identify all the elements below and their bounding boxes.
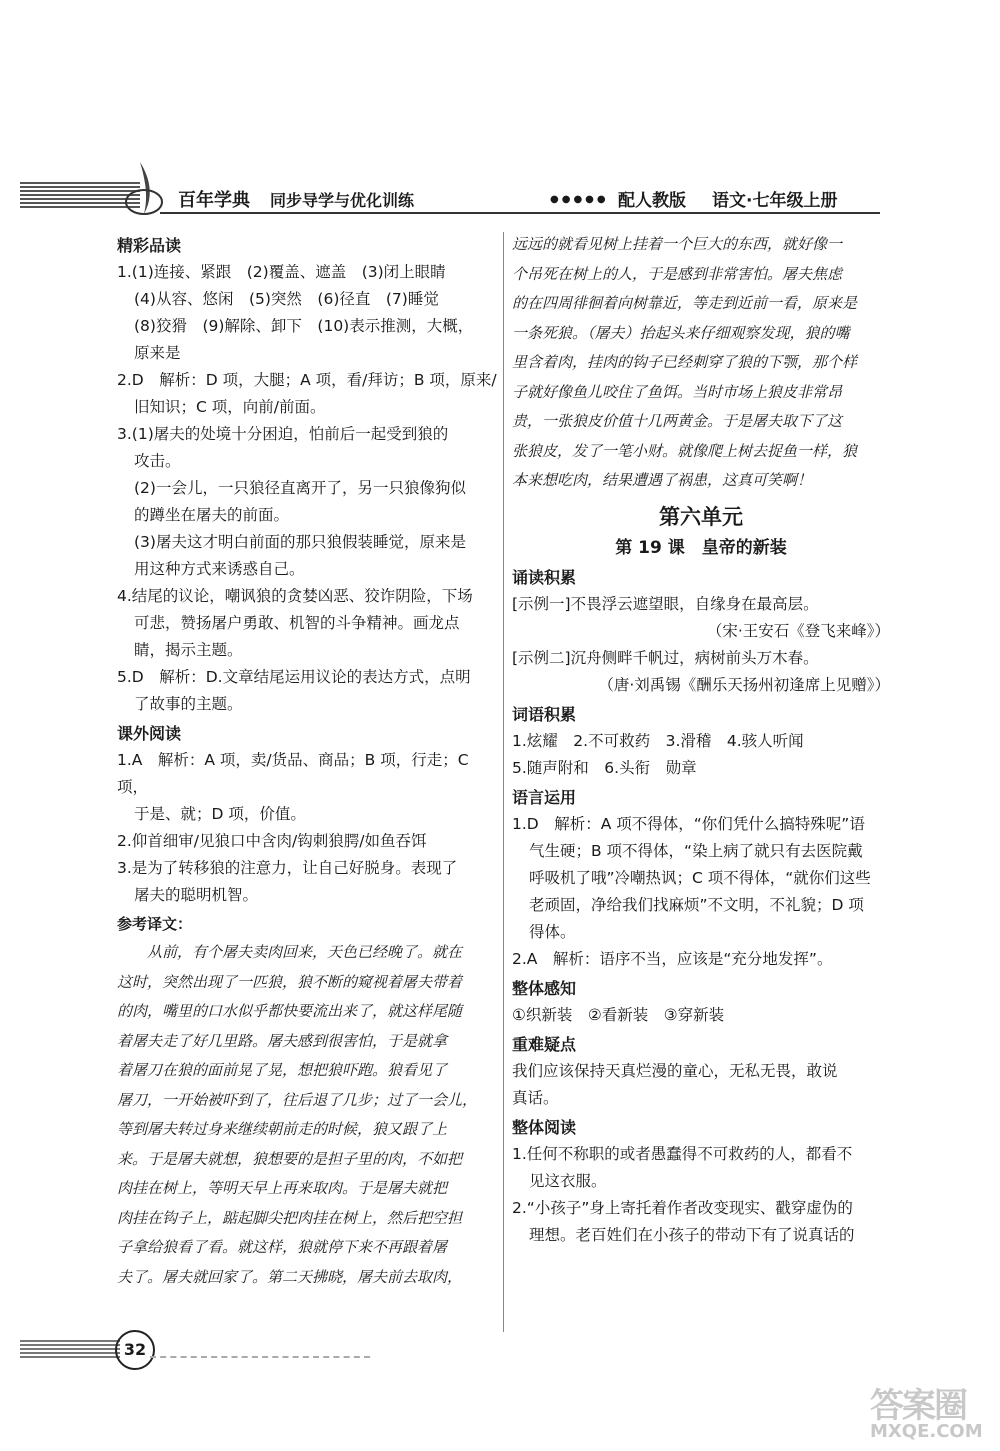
section-title: 整体阅读 bbox=[512, 1117, 577, 1137]
answer-line: 5.随声附和 6.头衔 勋章 bbox=[512, 758, 697, 777]
answer-line: 老顽固，净给我们找麻烦”不文明，不礼貌；D 项 bbox=[529, 895, 864, 914]
answer-line: 1.A 解析：A 项，卖/货品、商品；B 项，行走；C 项， bbox=[117, 751, 469, 796]
answer-line: 3.(1)屠夫的处境十分困迫，怕前后一起受到狼的 bbox=[117, 425, 449, 443]
translation-line: 等到屠夫转过身来继续朝前走的时候，狼又跟了上 bbox=[117, 1120, 448, 1138]
header-rule bbox=[160, 212, 880, 214]
translation-line: 里含着肉，挂肉的钩子已经刺穿了狼的下颚，那个样 bbox=[512, 353, 858, 371]
page-header bbox=[20, 160, 880, 220]
answer-line: 气生硬；B 项不得体，“染上病了就只有去医院戴 bbox=[529, 841, 863, 860]
answer-line: 1.任何不称职的或者愚蠢得不可救药的人，都看不 bbox=[512, 1144, 853, 1163]
answer-line: 2.“小孩子”身上寄托着作者改变现实、戳穿虚伪的 bbox=[512, 1198, 853, 1217]
translation-line: 着屠夫走了好几里路。屠夫感到很害怕，于是就拿 bbox=[117, 1031, 448, 1050]
translation-line: 贵，一张狼皮价值十几两黄金。于是屠夫取下了这 bbox=[512, 412, 843, 430]
translation-line: 肉挂在钩子上，踮起脚尖把肉挂在树上，然后把空担 bbox=[117, 1208, 463, 1227]
watermark-url: MXQE.COM bbox=[870, 1421, 983, 1442]
translation-line: 张狼皮，发了一笔小财。就像爬上树去捉鱼一样，狼 bbox=[512, 441, 858, 460]
answer-line: 用这种方式来诱惑自己。 bbox=[134, 560, 305, 578]
example-citation: （宋·王安石《登飞来峰》） bbox=[706, 621, 890, 640]
translation-line: 一条死狼。（屠夫）抬起头来仔细观察发现，狼的嘴 bbox=[512, 323, 850, 342]
section-title: 诵读积累 bbox=[512, 567, 577, 587]
answer-line: 见这衣服。 bbox=[529, 1171, 607, 1190]
answer-line: 了故事的主题。 bbox=[134, 695, 243, 713]
answer-line: 1.炫耀 2.不可救药 3.滑稽 4.骇人听闻 bbox=[512, 731, 804, 750]
translation-line: 本来想吃肉，结果遭遇了祸患，这真可笑啊！ bbox=[512, 471, 813, 489]
translation-line: 屠刀，一开始被吓到了，往后退了几步；过了一会儿， bbox=[117, 1090, 478, 1109]
section-title: 精彩品读 bbox=[117, 236, 182, 255]
translation-line: 从前，有个屠夫卖肉回来，天色已经晚了。就在 bbox=[147, 943, 463, 961]
translation-line: 个吊死在树上的人，于是感到非常害怕。屠夫焦虑 bbox=[512, 264, 843, 283]
reference-translation-title: 参考译文： bbox=[117, 915, 193, 933]
footer-stripes bbox=[20, 1338, 120, 1358]
answer-line: 原来是 bbox=[134, 344, 181, 362]
section-title: 词语积累 bbox=[512, 704, 577, 724]
answer-line: 1.D 解析：A 项不得体，“你们凭什么搞特殊呢”语 bbox=[512, 814, 865, 833]
answer-line: 3.是为了转移狼的注意力，让自己好脱身。表现了 bbox=[117, 859, 458, 877]
translation-line: 夫了。屠夫就回家了。第二天拂晓，屠夫前去取肉， bbox=[117, 1267, 463, 1286]
answer-line: 的蹲坐在屠夫的前面。 bbox=[134, 506, 290, 524]
answer-line: (3)屠夫这才明白前面的那只狼假装睡觉，原来是 bbox=[134, 533, 466, 551]
column-divider bbox=[503, 232, 504, 1332]
translation-line: 肉挂在树上，等明天早上再来取肉。于是屠夫就把 bbox=[117, 1179, 448, 1197]
answer-line: 理想。老百姓们在小孩子的带动下有了说真话的 bbox=[529, 1225, 855, 1244]
translation-line: 这时，突然出现了一匹狼，狼不断的窥视着屠夫带着 bbox=[117, 972, 463, 991]
translation-text bbox=[117, 938, 497, 1292]
translation-line: 的在四周徘徊着向树靠近，等走到近前一看，原来是 bbox=[512, 294, 858, 312]
answer-line: 我们应该保持天真烂漫的童心，无私无畏，敢说 bbox=[512, 1061, 838, 1080]
site-watermark bbox=[870, 1378, 1000, 1450]
answer-line: 呼吸机了哦”冷嘲热讽；C 项不得体，“就你们这些 bbox=[529, 868, 871, 887]
answer-line: 可悲，赞扬屠户勇敢、机智的斗争精神。画龙点 bbox=[134, 614, 460, 632]
example-line: [示例一]不畏浮云遮望眼，自缘身在最高层。 bbox=[512, 594, 819, 613]
right-column bbox=[512, 230, 890, 1249]
translation-line: 子拿给狼看了看。就这样，狼就停下来不再跟着屠 bbox=[117, 1238, 448, 1256]
edition-label: 配人教版 bbox=[618, 191, 686, 211]
answer-line: 睛，揭示主题。 bbox=[134, 641, 243, 659]
translation-line: 远远的就看见树上挂着一个巨大的东西，就好像一 bbox=[512, 235, 843, 253]
example-line: [示例二]沉舟侧畔千帆过，病树前头万木春。 bbox=[512, 648, 819, 667]
section-title: 整体感知 bbox=[512, 978, 577, 998]
watermark-logo-text: 答案圈 bbox=[870, 1386, 966, 1426]
lesson-heading: 第 19 课 皇帝的新装 bbox=[615, 537, 787, 558]
answer-line: 攻击。 bbox=[134, 452, 181, 470]
book-brand: 百年学典 bbox=[178, 190, 250, 211]
answer-line: 真话。 bbox=[512, 1088, 559, 1107]
section-title: 语言运用 bbox=[512, 787, 577, 807]
answer-line: 旧知识；C 项，向前/前面。 bbox=[134, 398, 326, 416]
translation-line: 来。于是屠夫就想，狼想要的是担子里的肉，不如把 bbox=[117, 1149, 463, 1168]
answer-line: (8)狡猾 (9)解除、卸下 (10)表示推测，大概， bbox=[134, 317, 474, 335]
answer-line: 于是、就；D 项，价值。 bbox=[134, 805, 306, 823]
answer-line: 2.仰首细审/见狼口中含肉/钩刺狼腭/如鱼吞饵 bbox=[117, 832, 427, 850]
answer-line: 得体。 bbox=[529, 922, 576, 941]
unit-heading: 第六单元 bbox=[659, 504, 743, 529]
translation-line: 子就好像鱼儿咬住了鱼饵。当时市场上狼皮非常昂 bbox=[512, 382, 843, 401]
answer-line: 5.D 解析：D.文章结尾运用议论的表达方式，点明 bbox=[117, 668, 471, 686]
answer-line: 2.D 解析：D 项，大腿；A 项，看/拜访；B 项，原来/ bbox=[117, 371, 497, 389]
answer-line: 2.A 解析：语序不当，应该是“充分地发挥”。 bbox=[512, 949, 833, 968]
translation-text-continued bbox=[512, 230, 890, 496]
answer-line: (2)一会儿，一只狼径直离开了，另一只狼像狗似 bbox=[134, 479, 466, 497]
answer-line: (4)从容、悠闲 (5)突然 (6)径直 (7)睡觉 bbox=[134, 290, 439, 308]
section-title: 课外阅读 bbox=[117, 724, 182, 743]
subject-grade-label: 语文·七年级上册 bbox=[712, 191, 838, 211]
example-citation: （唐·刘禹锡《酬乐天扬州初逢席上见赠》） bbox=[598, 675, 890, 694]
answer-line: 4.结尾的议论，嘲讽狼的贪婪凶恶、狡诈阴险，下场 bbox=[117, 587, 473, 605]
answer-line: ①织新装 ②看新装 ③穿新装 bbox=[512, 1005, 725, 1024]
header-dots: ●●●●● bbox=[550, 194, 609, 205]
footer-dashed-rule bbox=[150, 1356, 370, 1358]
translation-line: 的肉，嘴里的口水似乎都快要流出来了，就这样尾随 bbox=[117, 1002, 463, 1020]
quill-logo-icon bbox=[120, 160, 168, 218]
page-number: 32 bbox=[115, 1330, 155, 1370]
translation-line: 着屠刀在狼的面前晃了晃，想把狼吓跑。狼看见了 bbox=[117, 1061, 448, 1079]
answer-line: 1.(1)连接、紧跟 (2)覆盖、遮盖 (3)闭上眼睛 bbox=[117, 263, 446, 281]
section-title: 重难疑点 bbox=[512, 1034, 577, 1054]
left-column bbox=[117, 230, 497, 1292]
book-series-title: 同步导学与优化训练 bbox=[270, 191, 415, 210]
answer-line: 屠夫的聪明机智。 bbox=[134, 886, 259, 904]
